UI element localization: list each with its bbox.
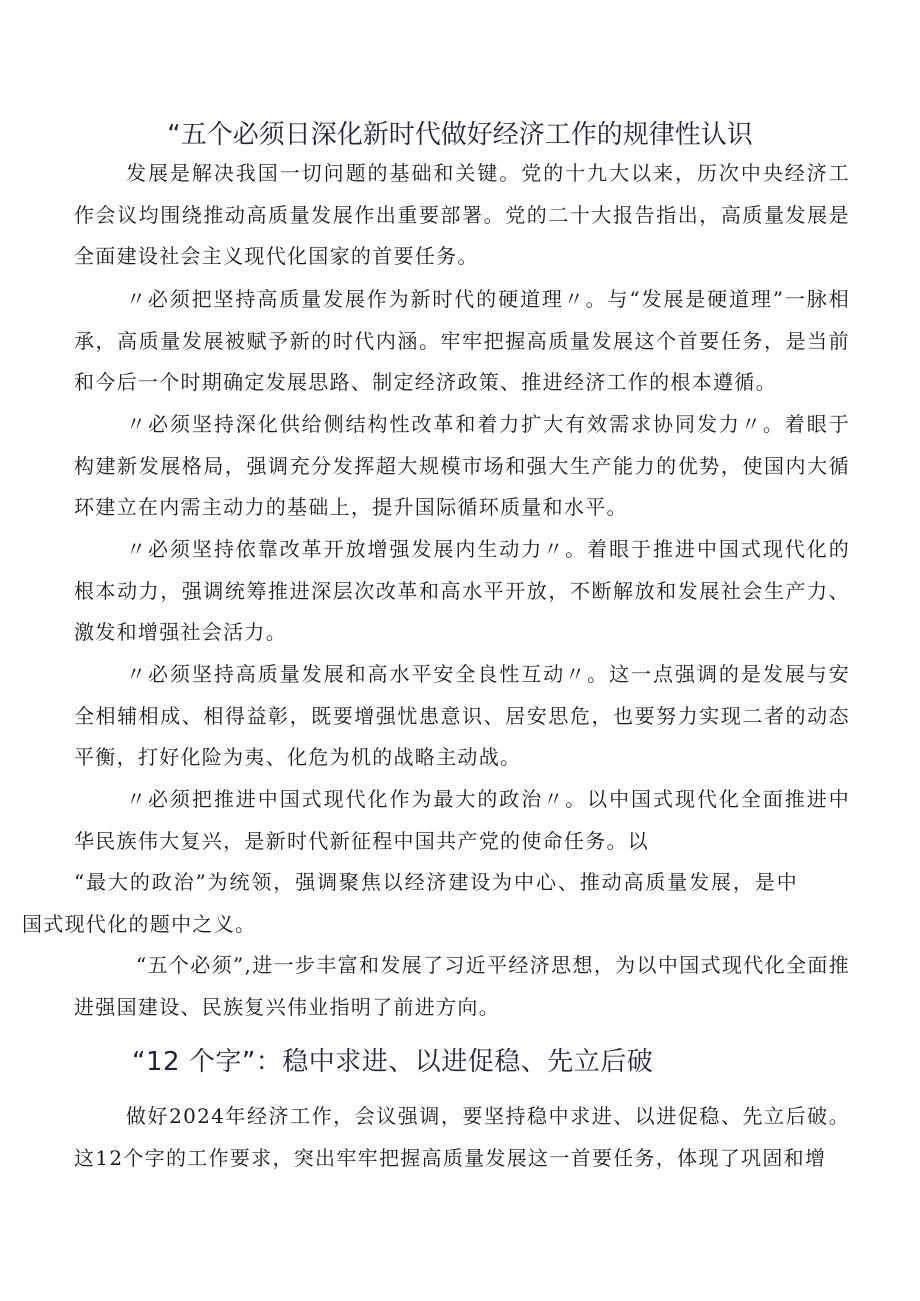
paragraph-must-5-text: 〃必须把推进中国式现代化作为最大的政治〃。以中国式现代化全面推进中华民族伟大复兴，是新时代新征程中国共产党的使命任务。以 xyxy=(74,787,850,853)
section-title: “12 个字”：稳中求进、以进促稳、先立后破 xyxy=(132,1047,654,1077)
paragraph-must-3: 〃必须坚持依靠改革开放增强发展内生动力〃。着眼于推进中国式现代化的根本动力，强调统筹推进深层次改革和高水平开放，不断解放和发展社会生产力、激发和增强社会活力。 xyxy=(74,537,850,644)
paragraph-section: 做好2024年经济工作，会议强调，要坚持稳中求进、以进促稳、先立后破。这12个字的工作要求，突出牢牢把握高质量发展这一首要任务，体现了巩固和增 xyxy=(74,1104,850,1170)
paragraph-must-1: 〃必须把坚持高质量发展作为新时代的硬道理〃。与“发展是硬道理”一脉相承，高质量发展被赋予新的时代内涵。牢牢把握高质量发展这个首要任务，是当前和今后一个时期确定发展思路、制定经济政策、推进经济工作的根本遵循。 xyxy=(74,287,850,394)
paragraph-must-5-continuation: “最大的政治”为统领，强调聚焦以经济建设为中心、推动高质量发展，是中国式现代化的题中之义。 xyxy=(22,870,798,936)
paragraph-must-2: 〃必须坚持深化供给侧结构性改革和着力扩大有效需求协同发力〃。着眼于构建新发展格局，强调充分发挥超大规模市场和强大生产能力的优势，使国内大循环建立在内需主动力的基础上，提升国际循环质量和水平。 xyxy=(74,412,850,519)
paragraph-summary: “五个必须”,进一步丰富和发展了习近平经济思想，为以中国式现代化全面推进强国建设、民族复兴伟业指明了前进方向。 xyxy=(74,953,850,1019)
paragraph-must-4: 〃必须坚持高质量发展和高水平安全良性互动〃。这一点强调的是发展与安全相辅相成、相得益彰，既要增强忧患意识、居安思危，也要努力实现二者的动态平衡，打好化险为夷、化危为机的战略主动战。 xyxy=(74,662,850,769)
document-title: “五个必须日深化新时代做好经济工作的规律性认识 xyxy=(167,120,753,150)
paragraph-must-5 xyxy=(22,779,850,945)
paragraph-intro: 发展是解决我国一切问题的基础和关键。党的十九大以来，历次中央经济工作会议均围绕推动高质量发展作出重要部署。党的二十大报告指出，高质量发展是全面建设社会主义现代化国家的首要任务。 xyxy=(74,161,850,268)
